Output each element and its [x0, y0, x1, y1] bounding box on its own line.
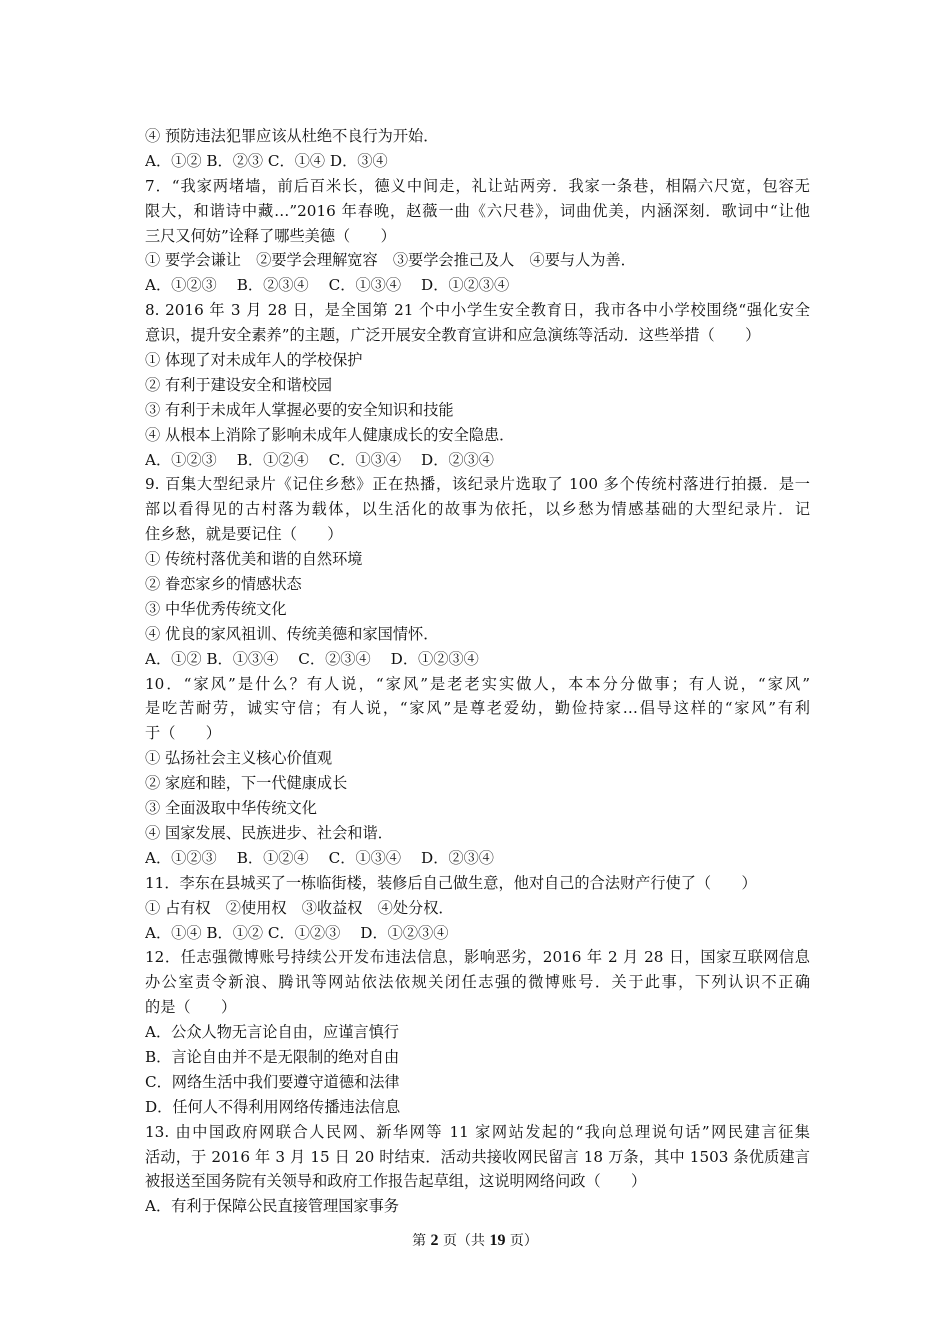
text-line: ② 家庭和睦，下一代健康成长: [145, 774, 348, 793]
text-line: 意识，提升安全素养”的主题，广泛开展安全教育宣讲和应急演练等活动．这些举措（ ）: [145, 326, 761, 345]
text-line: A．①② B．②③ C．①④ D．③④: [145, 151, 388, 170]
text-line: A．①④ B．①② C．①②③ D．①②③④: [145, 923, 449, 942]
footer-suffix: 页）: [505, 1233, 538, 1249]
text-line: 部以看得见的古村落为载体，以生活化的故事为依托，以乡愁为情感基础的大型纪录片．记: [145, 500, 810, 519]
page-footer: [0, 1231, 950, 1251]
text-line: ① 弘扬社会主义核心价值观: [145, 749, 333, 768]
text-line: 活动，于 2016 年 3 月 15 日 20 时结束．活动共接收网民留言 18 万条，其中 1503 条优质建言: [145, 1147, 810, 1166]
text-line: B．言论自由并不是无限制的绝对自由: [145, 1047, 400, 1066]
footer-total-pages: 19: [489, 1232, 506, 1249]
text-line: 8. 2016 年 3 月 28 日，是全国第 21 个中小学生安全教育日，我市各中小学校围绕“强化安全: [145, 301, 810, 320]
text-line: ③ 全面汲取中华传统文化: [145, 799, 317, 818]
text-line: 10．“家风”是什么？有人说，“家风”是老老实实做人，本本分分做事；有人说，“家风”: [145, 674, 810, 693]
text-line: A．①②③ B．①②④ C．①③④ D．②③④: [145, 848, 494, 867]
text-line: A．①②③ B．①②④ C．①③④ D．②③④: [145, 450, 494, 469]
text-line: 9. 百集大型纪录片《记住乡愁》正在热播，该纪录片选取了 100 多个传统村落进行拍摄．是一: [145, 475, 810, 494]
text-line: ④ 从根本上消除了影响未成年人健康成长的安全隐患．: [145, 425, 515, 444]
text-line: ② 有利于建设安全和谐校园: [145, 375, 333, 394]
text-line: A．公众人物无言论自由，应谨言慎行: [145, 1023, 399, 1042]
text-line: ① 要学会谦让 ②要学会理解宽容 ③要学会推己及人 ④要与人为善．: [145, 251, 636, 270]
text-line: ④ 预防违法犯罪应该从杜绝不良行为开始．: [145, 127, 439, 145]
text-line: C．网络生活中我们要遵守道德和法律: [145, 1072, 400, 1091]
text-line: 是吃苦耐劳，诚实守信；有人说，“家风”是尊老爱幼，勤俭持家…倡导这样的“家风”有利: [145, 699, 810, 718]
text-line: ④ 优良的家风祖训、传统美德和家国情怀．: [145, 624, 439, 643]
text-line: ③ 有利于未成年人掌握必要的安全知识和技能: [145, 400, 454, 419]
text-line: 13. 由中国政府网联合人民网、新华网等 11 家网站发起的“我向总理说句话”网民建言征集: [145, 1122, 810, 1141]
text-line: A．①② B．①③④ C．②③④ D．①②③④: [145, 649, 479, 668]
text-line: A．①②③ B．②③④ C．①③④ D．①②③④: [145, 276, 510, 295]
text-line: 11．李东在县城买了一栋临街楼，装修后自己做生意，他对自己的合法财产行使了（ ）: [145, 873, 757, 892]
text-line: 的是（ ）: [145, 998, 237, 1017]
footer-middle: 页（共: [438, 1233, 490, 1249]
question-text-block: [145, 124, 810, 1219]
text-line: ① 体现了对未成年人的学校保护: [145, 351, 363, 370]
text-line: ① 传统村落优美和谐的自然环境: [145, 550, 363, 569]
text-line: 于（ ）: [145, 724, 221, 743]
text-line: 办公室责令新浪、腾讯等网站依法依规关闭任志强的微博账号．关于此事，下列认识不正确: [145, 973, 810, 992]
text-line: ② 眷恋家乡的情感状态: [145, 575, 302, 594]
text-line: 7．“我家两堵墙，前后百米长，德义中间走，礼让站两旁．我家一条巷，相隔六尺宽，包容无: [145, 176, 810, 195]
text-line: 住乡愁，就是要记住（ ）: [145, 525, 343, 544]
text-line: 三尺又何妨”诠释了哪些美德（ ）: [145, 226, 396, 245]
text-line: ① 占有权 ②使用权 ③收益权 ④处分权．: [145, 898, 454, 917]
text-line: 被报送至国务院有关领导和政府工作报告起草组，这说明网络问政（ ）: [145, 1172, 647, 1191]
text-line: ④ 国家发展、民族进步、社会和谐．: [145, 823, 393, 842]
text-line: ③ 中华优秀传统文化: [145, 599, 287, 618]
text-line: A．有利于保障公民直接管理国家事务: [145, 1197, 399, 1216]
text-line: 限大，和谐诗中藏…”2016 年春晚，赵薇一曲《六尺巷》，词曲优美，内涵深刻．歌词中“让他: [145, 201, 810, 220]
text-line: 12．任志强微博账号持续公开发布违法信息，影响恶劣，2016 年 2 月 28 日，国家互联网信息: [145, 948, 810, 967]
footer-prefix: 第: [412, 1233, 431, 1249]
footer-page-number: 2: [430, 1232, 439, 1249]
text-line: D．任何人不得利用网络传播违法信息: [145, 1097, 401, 1116]
